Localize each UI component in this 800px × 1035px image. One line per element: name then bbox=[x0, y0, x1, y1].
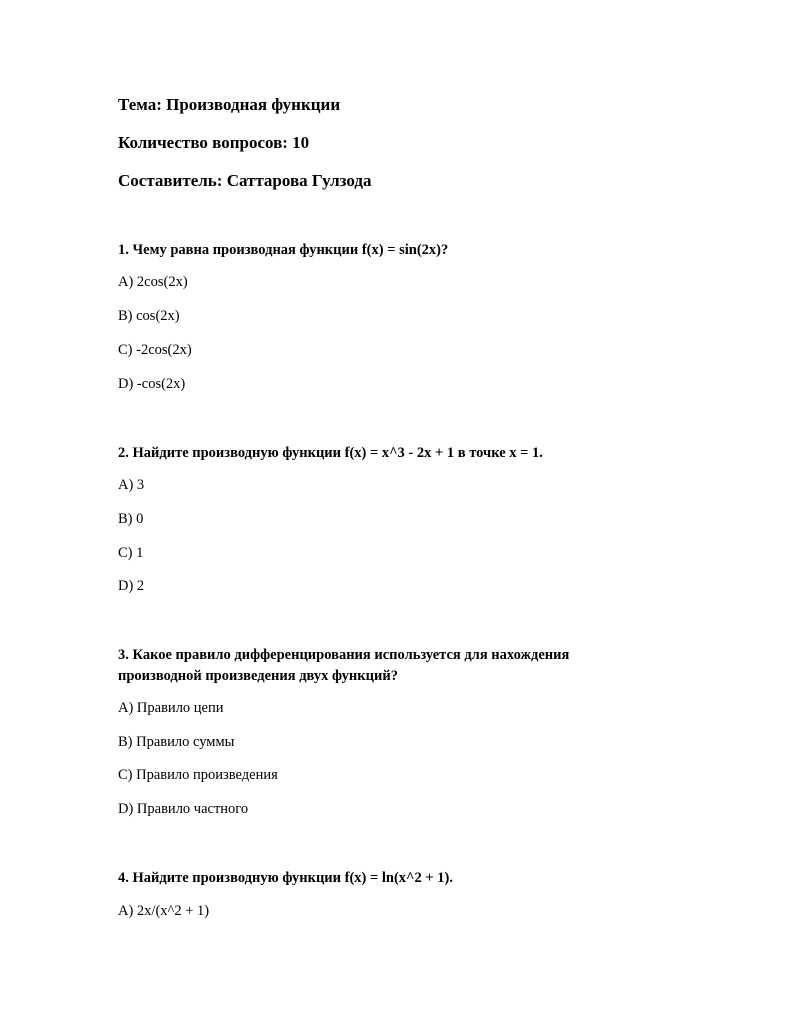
question-1-text: 1. Чему равна производная функции f(x) = sin(2x)? bbox=[118, 242, 449, 258]
question-2-option-b: B) 0 bbox=[118, 511, 144, 527]
question-3-text: 3. Какое правило дифференцирования используется для нахождения производной произведения двух функций? bbox=[118, 647, 570, 684]
question-count-heading: Количество вопросов: 10 bbox=[118, 133, 310, 152]
question-3-option-c: C) Правило произведения bbox=[118, 767, 278, 783]
question-1-option-c: C) -2cos(2x) bbox=[118, 342, 192, 358]
question-1-option-a: A) 2cos(2x) bbox=[118, 274, 188, 290]
question-2-option-a: A) 3 bbox=[118, 477, 145, 493]
question-3-option-b: B) Правило суммы bbox=[118, 734, 235, 750]
question-4-option-a: A) 2x/(x^2 + 1) bbox=[118, 903, 210, 919]
question-3-option-a: A) Правило цепи bbox=[118, 700, 224, 716]
question-2-option-d: D) 2 bbox=[118, 578, 145, 594]
question-3-option-d: D) Правило частного bbox=[118, 801, 249, 817]
question-4-text: 4. Найдите производную функции f(x) = ln(x^2 + 1). bbox=[118, 870, 453, 886]
topic-heading: Тема: Производная функции bbox=[118, 95, 341, 114]
question-1-option-b: B) cos(2x) bbox=[118, 308, 180, 324]
question-1-option-d: D) -cos(2x) bbox=[118, 376, 186, 392]
question-2-option-c: C) 1 bbox=[118, 545, 144, 561]
author-heading: Составитель: Саттарова Гулзода bbox=[118, 171, 372, 190]
question-2-text: 2. Найдите производную функции f(x) = x^3 - 2x + 1 в точке x = 1. bbox=[118, 445, 543, 461]
